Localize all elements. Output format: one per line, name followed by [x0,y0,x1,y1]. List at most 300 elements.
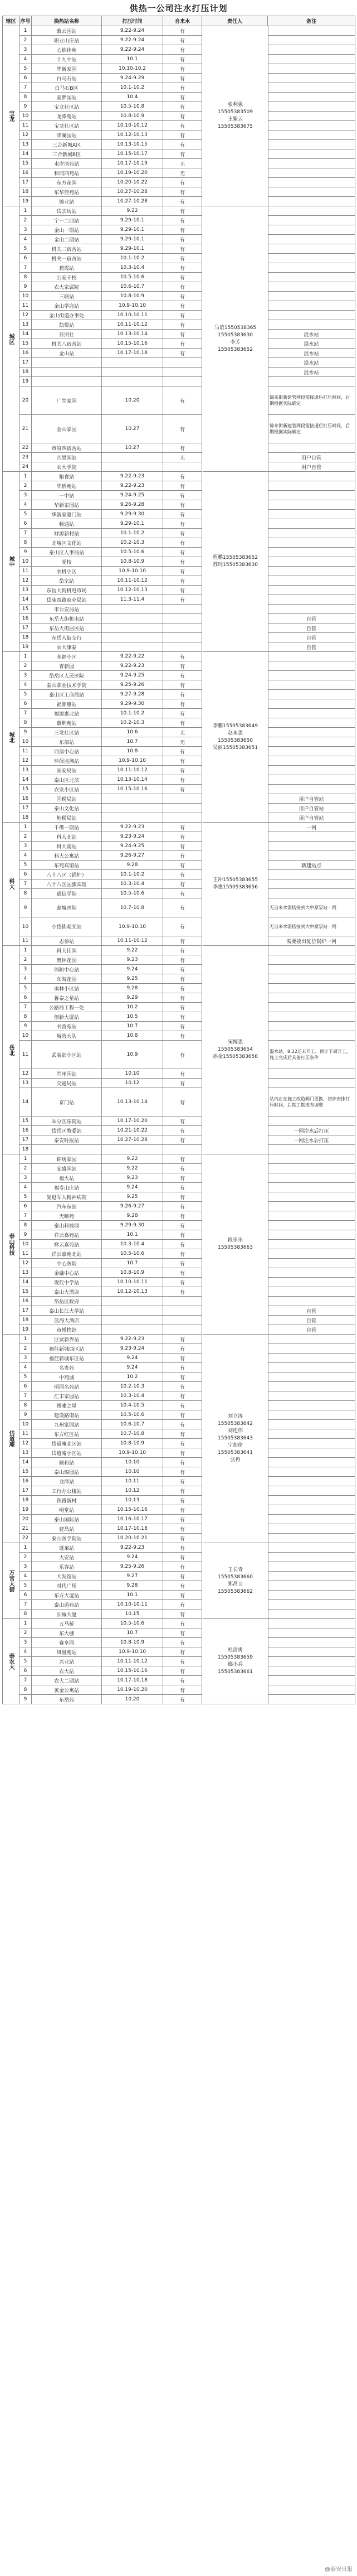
row-index: 3 [19,1354,32,1363]
row-index: 9 [19,1410,32,1420]
tap-water: 有 [163,1240,202,1249]
station-name: 现代中学站 [32,1278,102,1287]
station-name: 东方红区站 [32,1429,102,1439]
row-index: 6 [19,254,32,263]
pressure-date: 10.17-10.18 [102,349,163,358]
row-index: 9 [19,548,32,557]
area-name: 宝龙 [3,26,19,206]
row-index: 11 [19,747,32,756]
note [268,529,355,538]
pressure-date: 9.26-9.28 [102,500,163,510]
station-name: 十九中站 [32,55,102,64]
responsible-person: 王冲15505383655 李惠15505383656 [203,823,268,946]
table-row [3,500,355,510]
tap-water: 有 [163,595,202,605]
row-index: 16 [19,794,32,804]
row-index: 3 [19,965,32,974]
note [268,1192,355,1202]
tap-water [163,1316,202,1325]
note [268,1249,355,1259]
pressure-date: 10.13-10.15 [102,140,163,149]
pressure-date: 9.22 [102,1154,163,1164]
pressure-date: 10.10 [102,1458,163,1467]
table-row [3,1448,355,1458]
station-name: 三合新城A区 [32,140,102,149]
tap-water: 有 [163,1410,202,1420]
table-row [3,965,355,974]
tap-water: 有 [163,1448,202,1458]
pressure-date: 9.27 [102,1572,163,1581]
table-row [3,282,355,292]
table-row [3,36,355,45]
row-index: 13 [19,1448,32,1458]
table-row [3,586,355,595]
tap-water [163,614,202,624]
note [268,36,355,45]
pressure-date: 9.23-9.24 [102,1344,163,1354]
station-name: 金山二期站 [32,235,102,244]
tap-water: 有 [163,1041,202,1069]
row-index: 7 [19,1211,32,1221]
note: 用户自管 [268,462,355,472]
tap-water: 有 [163,1278,202,1287]
station-name: 东岳大街机电市场 [32,586,102,595]
responsible-person: 李鹏15505383649 赵永强 15505383650 吴丽15505383651 [203,652,268,823]
row-index: 9 [19,1022,32,1031]
table-row [3,1069,355,1079]
tap-water: 有 [163,26,202,36]
tap-water: 有 [163,55,202,64]
note: 自管 [268,1316,355,1325]
table-row [3,1515,355,1524]
row-index: 8 [19,1221,32,1230]
tap-water: 有 [163,216,202,225]
note: 无自来水需搭接到大中原泵站一网 [268,898,355,917]
note [268,756,355,766]
station-name: 三合新城B区 [32,149,102,159]
table-row [3,1041,355,1069]
note [268,443,355,453]
tap-water: 有 [163,690,202,699]
row-index: 8 [19,889,32,898]
station-name: 中心医院 [32,1259,102,1268]
tap-water: 有 [163,292,202,301]
pressure-date: 10.11-10.12 [102,766,163,775]
pressure-date: 10.1 [102,55,163,64]
table-row [3,1695,355,1704]
note [268,1173,355,1183]
station-name: 凤凰苑站 [32,1647,102,1657]
note: 混水站，8.22还未开工，预计下周开工，施工完成后具备打压条件 [268,1041,355,1069]
note [268,785,355,794]
pressure-date: 9.22-9.23 [102,481,163,491]
tap-water: 无 [163,728,202,737]
tap-water: 有 [163,984,202,993]
table-row [3,898,355,917]
note [268,1429,355,1439]
note [268,652,355,661]
station-name: 岱宗坊站 [32,206,102,216]
note: 用户自管站 [268,804,355,813]
tap-water: 有 [163,1259,202,1268]
table-row [3,1610,355,1619]
table-body [3,26,355,1704]
station-name: 东海花园 [32,974,102,984]
pressure-date: 9.24-9.25 [102,491,163,500]
tap-water: 有 [163,131,202,140]
pressure-date: 9.29-9.30 [102,1221,163,1230]
row-index: 8 [19,1401,32,1410]
row-index: 4 [19,500,32,510]
note [268,244,355,254]
tap-water: 有 [163,244,202,254]
station-name: 圆梦园站 [32,93,102,102]
row-index: 1 [19,946,32,955]
pressure-date: 9.29-10.1 [102,225,163,235]
note [268,254,355,263]
station-name: 金山街道办事处 [32,311,102,320]
note [268,1657,355,1666]
row-index: 14 [19,775,32,785]
tap-water: 有 [163,1467,202,1477]
tap-water: 有 [163,898,202,917]
table-row [3,633,355,642]
station-name: 三联站 [32,292,102,301]
station-name: 东方花园 [32,178,102,187]
tap-water: 有 [163,1496,202,1505]
note [268,320,355,330]
table-row [3,879,355,889]
row-index: 4 [19,974,32,984]
tap-water: 有 [163,955,202,965]
table-row [3,614,355,624]
tap-water: 有 [163,1458,202,1467]
pressure-date: 9.24-9.25 [102,671,163,680]
row-index: 1 [19,652,32,661]
row-index: 10 [19,557,32,567]
row-index: 8 [19,273,32,282]
row-index: 5 [19,1581,32,1591]
table-row [3,1306,355,1316]
station-name: 金山家园 [32,415,102,443]
row-index: 3 [19,671,32,680]
pressure-date: 10.9-10.10 [102,1448,163,1458]
note [268,946,355,955]
table-row [3,756,355,766]
tap-water: 有 [163,481,202,491]
note [268,1647,355,1657]
note [268,1401,355,1410]
station-name: 西部中心站 [32,747,102,756]
table-row [3,1278,355,1287]
note [268,586,355,595]
note [268,1420,355,1429]
table-row [3,339,355,349]
station-name: 时代广场 [32,1581,102,1591]
pressure-date: 9.29-10.1 [102,235,163,244]
tap-water: 有 [163,718,202,728]
responsible-person: 宋博强 15505383654 孙金15505383658 [203,946,268,1154]
pressure-date: 9.22-9.23 [102,1335,163,1344]
pressure-date: 9.22-9.23 [102,1543,163,1553]
area-name: 城北 [3,652,19,823]
responsible-person: 杜清勇 15505383659 鄢小兵 15505383661 [203,1619,268,1704]
table-row [3,1619,355,1628]
table-row [3,481,355,491]
tap-water: 有 [163,1628,202,1638]
pressure-date: 10.12-10.13 [102,131,163,140]
station-name: 东大棚 [32,1628,102,1638]
station-name: 尚座园站 [32,1069,102,1079]
tap-water: 有 [163,1372,202,1382]
note: 一网注水后打压 [268,1126,355,1135]
pressure-date [102,1145,163,1154]
station-name: 东岳大街机电站 [32,614,102,624]
tap-water: 有 [163,1657,202,1666]
table-row [3,1647,355,1657]
station-name: 泰城医院 [32,898,102,917]
tap-water: 有 [163,1192,202,1202]
tap-water: 有 [163,538,202,548]
row-index: 22 [19,443,32,453]
pressure-date: 10.9-10.10 [102,301,163,311]
tap-water [163,1297,202,1306]
row-index: 2 [19,216,32,225]
table-row [3,851,355,861]
tap-water: 有 [163,311,202,320]
table-row [3,102,355,112]
pressure-date: 10.10-10.11 [102,311,163,320]
tap-water: 有 [163,140,202,149]
row-index: 19 [19,197,32,206]
tap-water [163,813,202,823]
station-name: 机关二宿舍站 [32,244,102,254]
station-name: 蓝海大酒店 [32,1316,102,1325]
row-index: 15 [19,1117,32,1126]
pressure-date: 10.11-10.12 [102,1657,163,1666]
header-area: 辖区 [3,16,19,26]
note [268,481,355,491]
row-index: 5 [19,984,32,993]
table-row [3,368,355,377]
station-name: 科大北站 [32,832,102,842]
station-name: 职业山庄站 [32,36,102,45]
table-row [3,472,355,481]
pressure-date: 10.11-10.12 [102,936,163,946]
tap-water: 有 [163,1135,202,1145]
tap-water: 有 [163,1287,202,1297]
pressure-date: 10.20-10.22 [102,178,163,187]
row-index: 14 [19,149,32,159]
table-row [3,1088,355,1117]
tap-water [163,1145,202,1154]
station-name: 泰山道苑站 [32,1600,102,1610]
station-name: 农大站 [32,1666,102,1676]
station-name: 志参站 [32,936,102,946]
pressure-date: 9.22-9.22 [102,652,163,661]
tap-water: 有 [163,709,202,718]
table-row [3,1268,355,1278]
schedule-table [2,16,355,1704]
station-name: 福源惠北站 [32,709,102,718]
station-name: 福佳新城东区站 [32,1354,102,1363]
tap-water: 有 [163,1486,202,1496]
row-index: 11 [19,1429,32,1439]
tap-water: 有 [163,206,202,216]
note [268,311,355,320]
note [268,879,355,889]
row-index: 3 [19,1173,32,1183]
pressure-date [102,358,163,368]
row-index: 10 [19,1240,32,1249]
note [268,1183,355,1192]
station-name: 东岳大街居民站 [32,624,102,633]
row-index: 8 [19,718,32,728]
note [268,709,355,718]
pressure-date: 10.15-10.16 [102,339,163,349]
tap-water: 有 [163,671,202,680]
table-row [3,747,355,756]
pressure-date: 10.15 [102,1610,163,1619]
table-row [3,804,355,813]
pressure-date: 9.29-9.30 [102,699,163,709]
pressure-date: 9.24-9.25 [102,842,163,851]
header-index: 序号 [19,16,32,26]
table-row [3,1154,355,1164]
note [268,1382,355,1391]
tap-water: 有 [163,870,202,879]
pressure-date: 10.17-10.18 [102,1524,163,1534]
station-name: 建昌站 [32,1524,102,1534]
row-index: 18 [19,368,32,377]
tap-water: 有 [163,1126,202,1135]
tap-water: 有 [163,1515,202,1524]
table-row [3,529,355,538]
station-name: 环保监测站 [32,756,102,766]
tap-water: 有 [163,832,202,842]
station-name: 四果园站 [32,453,102,462]
row-index: 17 [19,178,32,187]
station-name: 黄金公寓站 [32,1685,102,1695]
station-name [32,368,102,377]
table-row [3,121,355,131]
note [268,1496,355,1505]
table-row [3,889,355,898]
pressure-date: 10.2-10.3 [102,718,163,728]
tap-water: 有 [163,1591,202,1600]
pressure-date: 10.10 [102,1069,163,1079]
station-name: 科大公寓站 [32,851,102,861]
table-row [3,1316,355,1325]
row-index: 12 [19,576,32,586]
note: 自管 [268,614,355,624]
pressure-date: 10.8-10.9 [102,557,163,567]
row-index: 10 [19,917,32,936]
row-index: 3 [19,491,32,500]
area-name: 城区 [3,206,19,472]
table-row [3,1012,355,1022]
pressure-date: 10.15-10.16 [102,1666,163,1676]
note: 混水站 [268,358,355,368]
row-index: 5 [19,1657,32,1666]
tap-water [163,368,202,377]
pressure-date: 9.24 [102,1553,163,1562]
pressure-date: 10.8-10.9 [102,112,163,121]
tap-water: 有 [163,1268,202,1278]
table-row [3,699,355,709]
table-row [3,491,355,500]
station-name: 党校 [32,557,102,567]
station-name: 农大二期站 [32,1676,102,1685]
station-name: 军分区东院站 [32,1117,102,1126]
pressure-date: 10.10 [102,1467,163,1477]
tap-water: 有 [163,766,202,775]
header-station: 换热站名称 [32,16,102,26]
table-row [3,1429,355,1439]
station-name: 泰山长江大学站 [32,1306,102,1316]
responsible-person: 刘立涛 15505383642 刘连伟 15505383643 宁加伦 15505383641 张冉 [203,1335,268,1543]
table-row [3,263,355,273]
tap-water: 有 [163,491,202,500]
tap-water: 有 [163,102,202,112]
station-name: 明园名苑站 [32,1382,102,1391]
pressure-date: 9.23 [102,1173,163,1183]
station-name: 泰山区工商局站 [32,690,102,699]
responsible-person: 张利强 15505383509 王紫云 15505383675 [203,26,268,206]
pressure-date: 10.4 [102,93,163,102]
station-name: 福源惠站 [32,699,102,709]
tap-water: 有 [163,1524,202,1534]
pressure-date: 10.19-10.20 [102,1685,163,1695]
table-row [3,510,355,519]
note [268,1486,355,1496]
tap-water: 有 [163,1647,202,1657]
table-row [3,680,355,690]
tap-water: 有 [163,936,202,946]
station-name: 锦业站 [32,197,102,206]
note [268,1628,355,1638]
table-row [3,548,355,557]
tap-water: 有 [163,1401,202,1410]
tap-water: 有 [163,320,202,330]
area-name: 岳北 [3,946,19,1154]
note [268,1287,355,1297]
note [268,216,355,225]
tap-water [163,642,202,652]
pressure-date [102,804,163,813]
row-index: 2 [19,481,32,491]
table-row [3,45,355,55]
pressure-date: 10.7 [102,1259,163,1268]
table-row [3,567,355,576]
row-index: 4 [19,851,32,861]
table-row [3,1486,355,1496]
row-index: 11 [19,1249,32,1259]
note [268,1297,355,1306]
note [268,1524,355,1534]
note [268,728,355,737]
pressure-date: 10.8-10.9 [102,1638,163,1647]
row-index: 20 [19,1515,32,1524]
note [268,206,355,216]
table-row [3,1372,355,1382]
table-row [3,216,355,225]
row-index: 4 [19,1363,32,1372]
pressure-date: 9.25-9.26 [102,680,163,690]
pressure-date: 10.11-10.12 [102,576,163,586]
tap-water: 有 [163,500,202,510]
row-index: 19 [19,642,32,652]
